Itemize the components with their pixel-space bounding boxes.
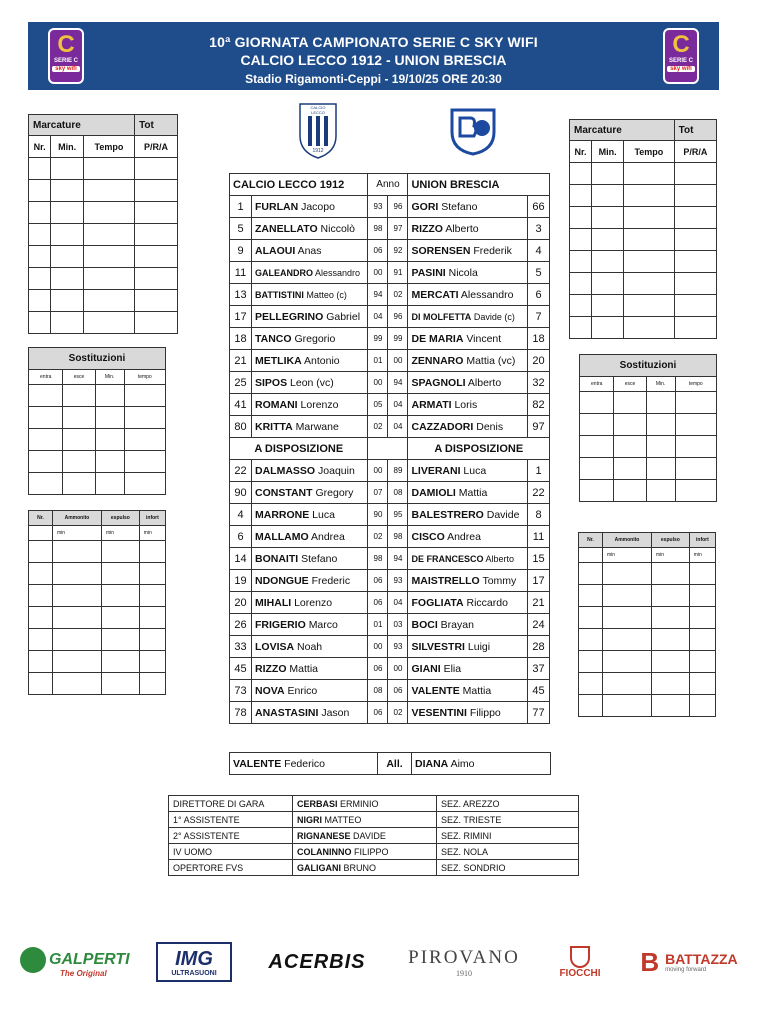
galperti-logo: GALPERTI The Original: [20, 942, 124, 982]
player-row: 73 NOVA Enrico 08 06 VALENTE Mattia 45: [230, 680, 550, 702]
img-logo: IMG ULTRASUONI: [156, 942, 232, 982]
fiocchi-shield-icon: [570, 946, 590, 968]
player-row: 13 BATTISTINI Matteo (c) 94 02 MERCATI Alessandro 6: [230, 284, 550, 306]
officials-table: [168, 795, 579, 876]
fiocchi-logo: FIOCCHI: [552, 942, 608, 982]
away-team-name: UNION BRESCIA: [408, 174, 550, 196]
player-row: 41 ROMANI Lorenzo 05 04 ARMATI Loris 82: [230, 394, 550, 416]
battazza-b-icon: B: [640, 946, 660, 977]
player-row: 18 TANCO Gregorio 99 99 DE MARIA Vincent 18: [230, 328, 550, 350]
header-venue: Stadio Rigamonti-Ceppi - 19/10/25 ORE 20:30: [245, 72, 502, 86]
player-row: 19 NDONGUE Frederic 06 93 MAISTRELLO Tommy 17: [230, 570, 550, 592]
player-row: 78 ANASTASINI Jason 06 02 VESENTINI Filippo 77: [230, 702, 550, 724]
official-row: OPERTORE FVS GALIGANI BRUNO SEZ. SONDRIO: [169, 860, 579, 876]
marcature-table-left: Marcature Tot Nr. Min. Tempo P/R/A: [28, 114, 178, 334]
header-title: 10ª GIORNATA CAMPIONATO SERIE C SKY WIFI: [209, 34, 538, 50]
header-banner: [28, 22, 719, 90]
sostituzioni-table-left: Sostituzioni entra esce Min. tempo: [28, 347, 166, 495]
official-row: DIRETTORE DI GARA CERBASI ERMINIO SEZ. AREZZO: [169, 796, 579, 812]
cards-table-right: Nr. Ammonito espulso infort min min min: [578, 532, 716, 717]
player-row: 21 METLIKA Antonio 01 00 ZENNARO Mattia (vc) 20: [230, 350, 550, 372]
home-team-name: CALCIO LECCO 1912: [230, 174, 368, 196]
player-row: 80 KRITTA Marwane 02 04 CAZZADORI Denis 97: [230, 416, 550, 438]
player-row: 14 BONAITI Stefano 98 94 DE FRANCESCO Alberto 15: [230, 548, 550, 570]
player-row: 17 PELLEGRINO Gabriel 04 96 DI MOLFETTA Davide (c) 7: [230, 306, 550, 328]
marcature-title: Marcature: [29, 115, 135, 136]
header-match: CALCIO LECCO 1912 - UNION BRESCIA: [240, 52, 507, 68]
lecco-crest: CALCIO LECCO 1912: [298, 102, 338, 160]
marcature-tot: Tot: [135, 115, 178, 136]
official-row: 1° ASSISTENTE NIGRI MATTEO SEZ. TRIESTE: [169, 812, 579, 828]
sostituzioni-table-right: Sostituzioni entra esce Min. tempo: [579, 354, 717, 502]
player-row: 22 DALMASSO Joaquin 00 89 LIVERANI Luca 1: [230, 460, 550, 482]
player-row: 90 CONSTANT Gregory 07 08 DAMIOLI Mattia 22: [230, 482, 550, 504]
serie-c-logo-left: C SERIE C sky wifi: [48, 28, 84, 84]
marcature-table-right: Marcature Tot Nr. Min. Tempo P/R/A: [569, 119, 717, 339]
battazza-logo: B BATTAZZA moving forward: [640, 946, 738, 977]
player-row: 45 RIZZO Mattia 06 00 GIANI Elia 37: [230, 658, 550, 680]
player-row: 1 FURLAN Jacopo 93 96 GORI Stefano 66: [230, 196, 550, 218]
brescia-crest: [448, 106, 498, 156]
official-row: IV UOMO COLANINNO FILIPPO SEZ. NOLA: [169, 844, 579, 860]
player-row: 25 SIPOS Leon (vc) 00 94 SPAGNOLI Alberto 32: [230, 372, 550, 394]
acerbis-logo: ACERBIS: [268, 950, 366, 973]
player-row: 33 LOVISA Noah 00 93 SILVESTRI Luigi 28: [230, 636, 550, 658]
galperti-icon: [20, 947, 46, 973]
player-row: 6 MALLAMO Andrea 02 98 CISCO Andrea 11: [230, 526, 550, 548]
anno-header: Anno: [368, 174, 408, 196]
player-row: 9 ALAOUI Anas 06 92 SORENSEN Frederik 4: [230, 240, 550, 262]
player-row: 5 ZANELLATO Niccolò 98 97 RIZZO Alberto 3: [230, 218, 550, 240]
lineup-table: CALCIO LECCO 1912 Anno UNION BRESCIA 1 FURLAN Jacopo 93 96 GORI Stefano 66 5 ZANELLATO Niccolò 98 97 RIZZO Alberto 3 9 ALAOUI Anas 06 92 SORENSEN Frederik 4 11 GALEANDRO Alessandro 00 91 PASINI Nicola 5 13 BATTISTINI Matteo (c) 94 02 MERCATI Alessandro 6 17 PELLEGRINO Gabriel 04 96 DI MOLFETTA Davide (c) 7 18 TANCO Gregorio 99 99 DE MARIA Vincent 18 21 METLIKA Antonio 01 00 ZENNARO Mattia (vc) 20 25 SIPOS Leon (vc) 00 94 SPAGNOLI Alberto 32 41 ROMANI Lorenzo 05 04 ARMATI Loris 82 80 KRITTA Marwane 02 04 CAZZADORI Denis 97 A DISPOSIZIONE A DISPOSIZIONE 22 DALMASSO Joaquin 00 89 LIVERANI Luca 1 90 CONSTANT Gregory 07 08 DAMIOLI Mattia 22 4 MARRONE Luca 90 95 BALESTRERO Davide 8 6 MALLAMO Andrea 02 98 CISCO Andrea 11 14 BONAITI Stefano 98 94 DE FRANCESCO Alberto 15 19 NDONGUE Frederic 06 93 MAISTRELLO Tommy 17 20 MIHALI Lorenzo 06 04 FOGLIATA Riccardo 21 26 FRIGERIO Marco 01 03 BOCI Brayan 24 33 LOVISA Noah 00 93 SILVESTRI Luigi 28 45 RIZZO Mattia 06 00 GIANI Elia 37 73 NOVA Enrico 08 06 VALENTE Mattia 45 78 ANASTASINI Jason 06 02 VESENTINI Filippo 77: [229, 173, 550, 724]
cards-table-left: Nr. Ammonito espulso infort min min min: [28, 510, 166, 695]
coaches-table: VALENTE Federico All. DIANA Aimo: [229, 752, 551, 775]
away-coach: DIANA Aimo: [412, 753, 551, 775]
home-coach: VALENTE Federico: [230, 753, 378, 775]
player-row: 20 MIHALI Lorenzo 06 04 FOGLIATA Riccardo 21: [230, 592, 550, 614]
official-row: 2° ASSISTENTE RIGNANESE DAVIDE SEZ. RIMINI: [169, 828, 579, 844]
player-row: 11 GALEANDRO Alessandro 00 91 PASINI Nicola 5: [230, 262, 550, 284]
player-row: 26 FRIGERIO Marco 01 03 BOCI Brayan 24: [230, 614, 550, 636]
serie-c-logo-right: C SERIE C sky wifi: [663, 28, 699, 84]
player-row: 4 MARRONE Luca 90 95 BALESTRERO Davide 8: [230, 504, 550, 526]
pirovano-logo: PIROVANO 1910: [408, 946, 520, 978]
